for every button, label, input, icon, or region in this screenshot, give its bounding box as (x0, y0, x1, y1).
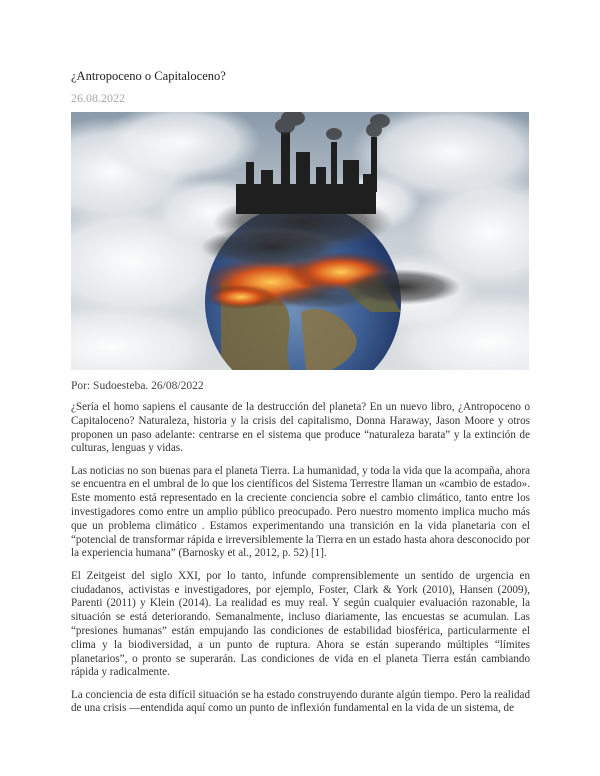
article-date: 26.08.2022 (71, 91, 125, 105)
paragraph: El Zeitgeist del siglo XXI, por lo tanto, infunde comprensiblemente un sentido de urgencia en ciudadanos, activistas e investigadores, por ejemplo, Foster, Clark & York (2010), Hansen (2009), Parenti (2011) y Klein (2014). La realidad es muy real. Y según cualquier evaluación razonable, la situación se está deteriorando. Semanalmente, incluso diariamente, las encuestas se acumulan. Las “presiones humanas” están empujando las condiciones de estabilidad biosférica, particularmente el clima y la biodiversidad, a un punto de ruptura. Ahora se están superando múltiples “límites planetarios”, o pronto se superarán. Las condiciones de vida en el planeta Tierra están cambiando rápida y radicalmente. (71, 569, 530, 679)
article-byline: Por: Sudoesteba. 26/08/2022 (71, 380, 204, 392)
article-title: ¿Antropoceno o Capitaloceno? (71, 69, 226, 83)
hero-image (71, 112, 529, 370)
article-body (71, 401, 530, 725)
paragraph: Las noticias no son buenas para el planeta Tierra. La humanidad, y toda la vida que la acompaña, ahora se encuentra en el umbral de lo que los científicos del Sistema Terrestre llaman un «cambio de estado». Este momento está representado en la creciente conciencia sobre el cambio climático, tanto entre los investigadores como entre un amplio público preocupado. Pero nuestro momento implica mucho más que un problema climático . Estamos experimentando una transición en la vida planetaria con el “potencial de transformar rápida e irreversiblemente la Tierra en un estado hasta ahora desconocido por la experiencia humana” (Barnosky et al., 2012, p. 52) [1]. (71, 464, 530, 560)
paragraph: ¿Sería el homo sapiens el causante de la destrucción del planeta? En un nuevo libro, ¿Antropoceno o Capitaloceno? Naturaleza, historia y la crisis del capitalismo, Donna Haraway, Jason Moore y otros proponen un paso adelante: centrarse en el sistema que produce “naturaleza barata” y la extinción de culturas, lenguas y vidas. (71, 401, 530, 455)
earth-factory-illustration (71, 112, 529, 370)
paragraph: La conciencia de esta difícil situación se ha estado construyendo durante algún tiempo. Pero la realidad de una crisis —entendida aquí como un punto de inflexión fundamental en la vida de un sistema, de (71, 688, 530, 715)
